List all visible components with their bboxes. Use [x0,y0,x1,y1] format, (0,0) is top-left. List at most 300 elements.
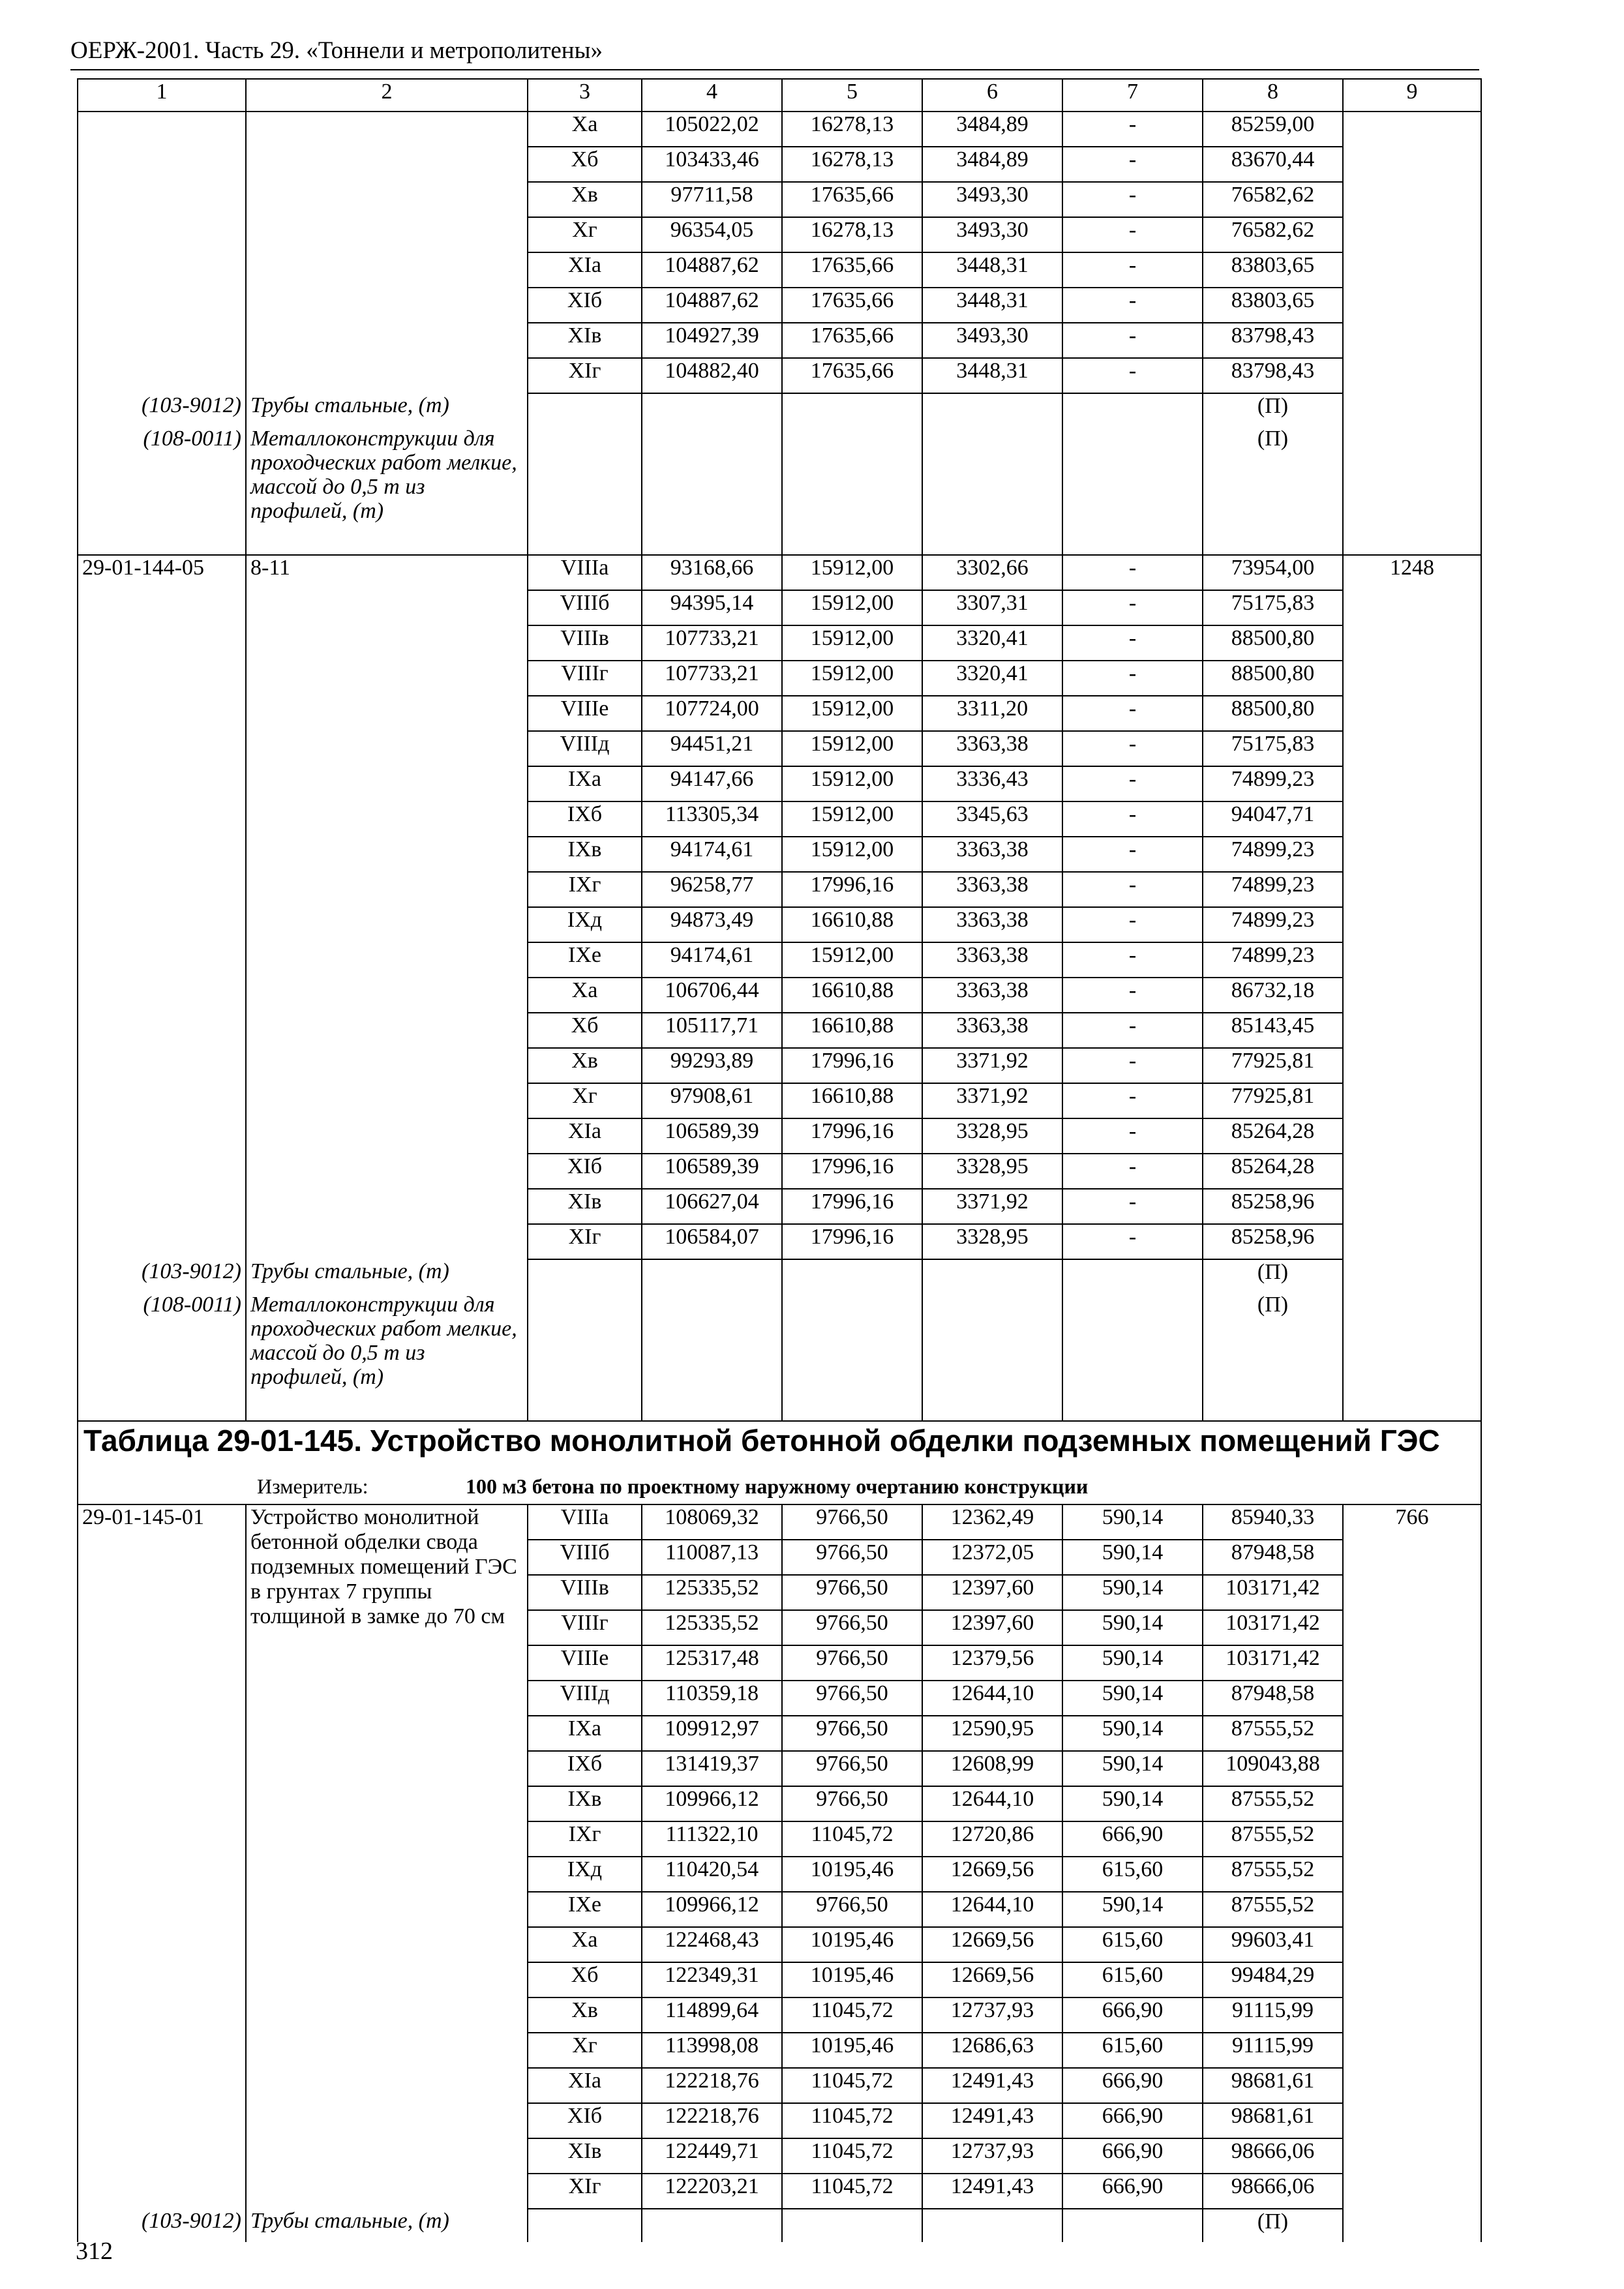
table-cell [1343,872,1481,907]
price-value: 590,14 [1062,1716,1203,1751]
price-value: 88500,80 [1203,661,1343,696]
table-cell [528,393,642,426]
table-cell [78,1892,246,1927]
price-value: 94873,49 [642,907,782,942]
table-row [78,1821,1481,1857]
price-value: 615,60 [1062,2033,1203,2068]
price-value: 12720,86 [922,1821,1062,1857]
table-cell [642,426,782,555]
price-value: 9766,50 [782,1645,922,1681]
table-cell [78,1575,246,1610]
table-row [78,1154,1481,1189]
price-value: 3363,38 [922,731,1062,766]
price-value: 87555,52 [1203,1821,1343,1857]
price-value: 3493,30 [922,323,1062,358]
table-cell [1062,426,1203,555]
soil-group: Xв [528,182,642,217]
table-row [78,1681,1481,1716]
price-value: 11045,72 [782,2068,922,2103]
table-cell [246,2138,528,2174]
price-value: 17996,16 [782,1118,922,1154]
price-value: 74899,23 [1203,942,1343,978]
table-cell [922,1293,1062,1421]
material-name: Трубы стальные, (т) [246,2209,528,2242]
table-cell [1343,1154,1481,1189]
price-value: 103171,42 [1203,1645,1343,1681]
soil-group: Xб [528,1962,642,1997]
soil-group: XIa [528,1118,642,1154]
price-value: 11045,72 [782,2138,922,2174]
soil-group: Xг [528,217,642,252]
price-value: 615,60 [1062,1962,1203,1997]
price-value: 9766,50 [782,1751,922,1786]
price-value: - [1062,801,1203,837]
price-value: 590,14 [1062,1645,1203,1681]
soil-group: XIб [528,1154,642,1189]
table-cell [1343,1118,1481,1154]
price-value: 17635,66 [782,288,922,323]
price-value: 75175,83 [1203,731,1343,766]
material-value: (П) [1203,2209,1343,2242]
price-value: 83670,44 [1203,147,1343,182]
soil-group: XIб [528,2103,642,2138]
table-cell [78,1083,246,1118]
price-value: 590,14 [1062,1786,1203,1821]
price-value: 88500,80 [1203,696,1343,731]
material-code: (103-9012) [78,1259,246,1293]
price-value: 11045,72 [782,1821,922,1857]
table-cell [1343,1681,1481,1716]
price-value: 107733,21 [642,661,782,696]
table-cell [1343,1575,1481,1610]
material-code: (108-0011) [78,426,246,555]
price-value: 110359,18 [642,1681,782,1716]
table-cell [78,112,246,147]
price-value: 94047,71 [1203,801,1343,837]
price-value: 85264,28 [1203,1118,1343,1154]
price-value: 122218,76 [642,2068,782,2103]
price-value: 666,90 [1062,2068,1203,2103]
table-cell [782,2209,922,2242]
table-cell [78,801,246,837]
table-row [78,801,1481,837]
table-cell [1343,2068,1481,2103]
table-cell [78,1927,246,1962]
price-value: 122349,31 [642,1962,782,1997]
table-cell [78,590,246,625]
material-name: Трубы стальные, (т) [246,393,528,426]
price-value: 83798,43 [1203,358,1343,393]
price-value: 12737,93 [922,1997,1062,2033]
price-value: 94147,66 [642,766,782,801]
table-cell [78,2103,246,2138]
price-value: 87948,58 [1203,1681,1343,1716]
price-value: 97711,58 [642,182,782,217]
price-value: 94395,14 [642,590,782,625]
price-value: - [1062,1189,1203,1224]
table-cell [78,2068,246,2103]
table-cell [1343,731,1481,766]
table-cell [246,837,528,872]
column-number: 9 [1343,79,1481,112]
price-value: 3307,31 [922,590,1062,625]
table-row [78,2103,1481,2138]
table-cell [1343,1224,1481,1259]
price-value: 98681,61 [1203,2068,1343,2103]
price-value: 107733,21 [642,625,782,661]
price-value: 125335,52 [642,1610,782,1645]
table-cell [78,1751,246,1786]
table-cell [78,217,246,252]
table-cell [78,1857,246,1892]
soil-group: XIб [528,288,642,323]
material-name: Металлоконструкции для проходческих работ мелкие, массой до 0,5 т из профилей, (т) [246,1293,528,1421]
price-value: 3328,95 [922,1224,1062,1259]
price-value: - [1062,590,1203,625]
table-cell [78,2033,246,2068]
table-cell [78,182,246,217]
unit-row [78,1474,1481,1504]
material-name: Трубы стальные, (т) [246,1259,528,1293]
table-cell [1062,1293,1203,1421]
table-cell [1343,1645,1481,1681]
soil-group: XIa [528,252,642,288]
table-cell [78,1962,246,1997]
price-value: 12669,56 [922,1927,1062,1962]
price-value: 3311,20 [922,696,1062,731]
table-cell [1343,358,1481,393]
price-value: 96354,05 [642,217,782,252]
price-value: 3371,92 [922,1189,1062,1224]
table-cell [246,696,528,731]
price-value: 3371,92 [922,1083,1062,1118]
price-value: 15912,00 [782,942,922,978]
material-row [78,393,1481,426]
table-cell [246,907,528,942]
table-cell [642,1259,782,1293]
material-row [78,1293,1481,1421]
price-value: 103171,42 [1203,1610,1343,1645]
material-value: (П) [1203,426,1343,555]
price-value: 15912,00 [782,661,922,696]
table-cell [246,288,528,323]
table-cell [642,2209,782,2242]
table-cell [246,978,528,1013]
price-value: 17635,66 [782,252,922,288]
table-cell [246,1786,528,1821]
price-table [77,78,1482,2242]
price-value: 12397,60 [922,1610,1062,1645]
table-cell [246,766,528,801]
soil-group: VIIIб [528,590,642,625]
soil-group: IXв [528,837,642,872]
table-cell [1343,942,1481,978]
price-value: 3320,41 [922,661,1062,696]
table-cell [528,1293,642,1421]
table-row [78,2068,1481,2103]
price-value: 17635,66 [782,323,922,358]
price-value: 12644,10 [922,1892,1062,1927]
price-value: 12491,43 [922,2103,1062,2138]
page-header: ОЕРЖ-2001. Часть 29. «Тоннели и метрополитены» [70,37,603,64]
table-cell [78,1013,246,1048]
table-cell [528,2209,642,2242]
table-cell [78,1048,246,1083]
table-row [78,252,1481,288]
material-value: (П) [1203,393,1343,426]
price-value: - [1062,252,1203,288]
price-value: 87948,58 [1203,1540,1343,1575]
price-value: 114899,64 [642,1997,782,2033]
soil-group: Xa [528,112,642,147]
table-row [78,872,1481,907]
table-cell [78,1997,246,2033]
table-cell [1343,288,1481,323]
price-value: 111322,10 [642,1821,782,1857]
price-value: - [1062,323,1203,358]
price-value: 85264,28 [1203,1154,1343,1189]
price-value: 15912,00 [782,766,922,801]
soil-group: XIв [528,2138,642,2174]
table-row [78,1927,1481,1962]
soil-group: Xв [528,1997,642,2033]
price-value: 3345,63 [922,801,1062,837]
table-cell [246,217,528,252]
price-value: - [1062,1154,1203,1189]
price-value: 104887,62 [642,288,782,323]
material-row [78,1259,1481,1293]
soil-group: IXг [528,872,642,907]
price-value: 106627,04 [642,1189,782,1224]
table-cell [246,358,528,393]
price-value: 17635,66 [782,182,922,217]
price-value: 15912,00 [782,731,922,766]
column-number: 7 [1062,79,1203,112]
table-cell [78,2174,246,2209]
price-value: 105117,71 [642,1013,782,1048]
table-row [78,2138,1481,2174]
price-value: 94174,61 [642,942,782,978]
table-row [78,1751,1481,1786]
table-cell [922,393,1062,426]
price-value: 11045,72 [782,1997,922,2033]
price-value: 3484,89 [922,112,1062,147]
price-value: 3363,38 [922,942,1062,978]
price-value: 12669,56 [922,1857,1062,1892]
table-cell [1062,2209,1203,2242]
table-row [78,2033,1481,2068]
price-value: 17996,16 [782,1189,922,1224]
column-number: 1 [78,79,246,112]
price-value: 9766,50 [782,1716,922,1751]
price-value: 77925,81 [1203,1048,1343,1083]
material-code: (103-9012) [78,2209,246,2242]
price-value: - [1062,731,1203,766]
table-cell [1343,112,1481,147]
column-number-row [78,79,1481,112]
soil-group: VIIIв [528,1575,642,1610]
column-number: 4 [642,79,782,112]
header-rule [70,69,1479,70]
table-row [78,1892,1481,1927]
price-value: 74899,23 [1203,872,1343,907]
price-value: 12737,93 [922,2138,1062,2174]
table-row [78,1189,1481,1224]
table-row [78,1048,1481,1083]
price-value: 87555,52 [1203,1786,1343,1821]
price-value: 3302,66 [922,555,1062,590]
price-value: 104882,40 [642,358,782,393]
price-value: 12362,49 [922,1504,1062,1540]
price-value: 12397,60 [922,1575,1062,1610]
price-value: - [1062,288,1203,323]
table-cell [1343,1013,1481,1048]
price-value: 3363,38 [922,1013,1062,1048]
material-code: (103-9012) [78,393,246,426]
material-value: (П) [1203,1293,1343,1421]
table-row [78,358,1481,393]
price-value: 16610,88 [782,978,922,1013]
price-value: 590,14 [1062,1610,1203,1645]
table-row [78,1962,1481,1997]
table-row [78,1786,1481,1821]
unit-label: Измеритель: [257,1474,368,1498]
table-cell [1343,1751,1481,1786]
table-cell [246,1857,528,1892]
price-value: 3363,38 [922,978,1062,1013]
price-value: 109966,12 [642,1892,782,1927]
table-cell [78,323,246,358]
price-value: 666,90 [1062,2138,1203,2174]
table-row [78,1083,1481,1118]
price-value: 113305,34 [642,801,782,837]
price-value: 15912,00 [782,801,922,837]
table-cell [78,147,246,182]
table-cell [782,426,922,555]
table-cell [1343,696,1481,731]
soil-group: IXд [528,1857,642,1892]
table-cell [246,112,528,147]
price-value: - [1062,1224,1203,1259]
price-value: 12608,99 [922,1751,1062,1786]
soil-group: VIIIб [528,1540,642,1575]
price-value: - [1062,1083,1203,1118]
price-value: 75175,83 [1203,590,1343,625]
price-value: 94174,61 [642,837,782,872]
table-cell [78,661,246,696]
price-value: 106589,39 [642,1118,782,1154]
price-value: 3448,31 [922,252,1062,288]
soil-group: XIв [528,1189,642,1224]
price-value: 9766,50 [782,1892,922,1927]
soil-group: IXe [528,942,642,978]
table-cell [246,2103,528,2138]
table-cell [1343,1610,1481,1645]
table-cell [78,766,246,801]
table-cell [246,1997,528,2033]
price-value: 125335,52 [642,1575,782,1610]
table-cell [78,1118,246,1154]
soil-group: Xв [528,1048,642,1083]
price-value: 85940,33 [1203,1504,1343,1540]
soil-group: VIIIд [528,1681,642,1716]
price-value: 15912,00 [782,555,922,590]
price-value: 3328,95 [922,1118,1062,1154]
work-code: 29-01-145-01 [78,1504,246,1540]
table-cell [1343,1821,1481,1857]
price-value: 12590,95 [922,1716,1062,1751]
price-value: 9766,50 [782,1575,922,1610]
table-cell [78,2138,246,2174]
price-value: 109912,97 [642,1716,782,1751]
price-value: 91115,99 [1203,2033,1343,2068]
table-cell [78,252,246,288]
table-cell [1343,252,1481,288]
column-number: 2 [246,79,528,112]
table-cell [246,1681,528,1716]
price-value: 122449,71 [642,2138,782,2174]
price-value: 122468,43 [642,1927,782,1962]
table-cell [246,1083,528,1118]
table-cell [1343,1189,1481,1224]
soil-group: IXe [528,1892,642,1927]
table-cell [1343,1962,1481,1997]
price-value: 86732,18 [1203,978,1343,1013]
price-value: 9766,50 [782,1540,922,1575]
price-value: 73954,00 [1203,555,1343,590]
table-cell [1343,590,1481,625]
price-value: - [1062,358,1203,393]
table-cell [1343,2209,1481,2242]
table-title: Таблица 29-01-145. Устройство монолитной бетонной обделки подземных помещений ГЭС [78,1421,1481,1474]
price-value: - [1062,1118,1203,1154]
price-value: 15912,00 [782,696,922,731]
price-value: 3363,38 [922,907,1062,942]
price-value: 110087,13 [642,1540,782,1575]
price-value: 15912,00 [782,837,922,872]
table-cell [1343,323,1481,358]
table-cell [246,147,528,182]
price-value: 12491,43 [922,2174,1062,2209]
price-value: 9766,50 [782,1610,922,1645]
price-value: 666,90 [1062,1821,1203,1857]
table-row [78,1224,1481,1259]
price-value: 99603,41 [1203,1927,1343,1962]
price-value: 87555,52 [1203,1857,1343,1892]
table-cell [246,1189,528,1224]
price-value: 590,14 [1062,1751,1203,1786]
table-cell [246,2174,528,2209]
price-value: 12372,05 [922,1540,1062,1575]
price-value: 17996,16 [782,872,922,907]
price-value: 3493,30 [922,217,1062,252]
table-row [78,590,1481,625]
table-cell [782,1259,922,1293]
soil-group: Xг [528,2033,642,2068]
price-value: 3363,38 [922,837,1062,872]
table-cell [1343,1540,1481,1575]
table-cell [78,696,246,731]
price-value: 16278,13 [782,147,922,182]
table-cell [1343,426,1481,555]
table-cell [1062,1259,1203,1293]
table-row [78,288,1481,323]
price-value: 96258,77 [642,872,782,907]
table-cell [782,1293,922,1421]
table-cell [1343,837,1481,872]
price-value: 16610,88 [782,1013,922,1048]
table-row [78,942,1481,978]
